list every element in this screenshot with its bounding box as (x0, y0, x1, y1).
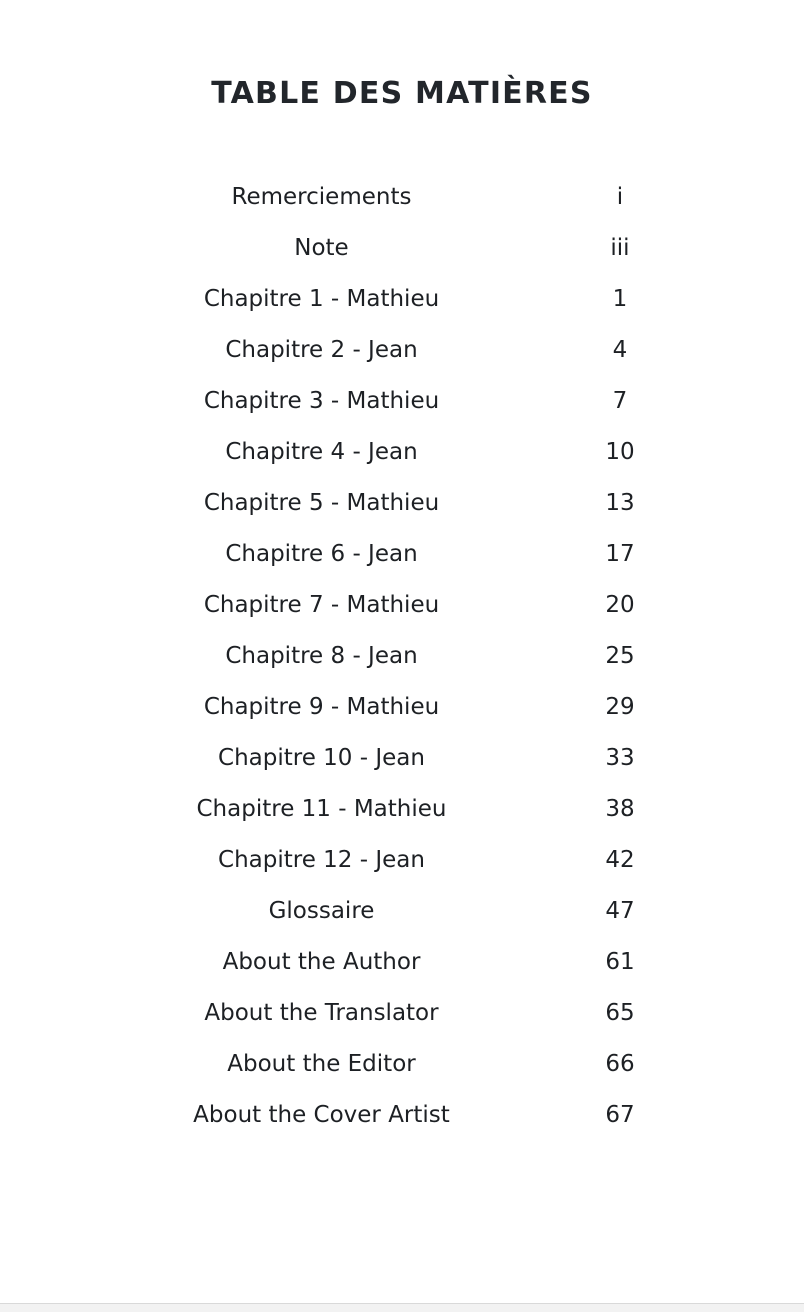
toc-entry-label: Chapitre 4 - Jean (225, 439, 418, 465)
toc-entry-page-number: 7 (612, 388, 628, 414)
toc-entry-label: About the Translator (204, 1000, 439, 1026)
toc-entry-row[interactable] (0, 1039, 804, 1090)
toc-entry-row[interactable] (0, 733, 804, 784)
toc-entry-row[interactable] (0, 529, 804, 580)
toc-entry-page-number: 66 (605, 1051, 635, 1077)
toc-entry-row[interactable] (0, 478, 804, 529)
toc-entry-label: Chapitre 7 - Mathieu (203, 592, 440, 618)
toc-entry-row[interactable] (0, 682, 804, 733)
toc-entry-label: Chapitre 9 - Mathieu (203, 694, 440, 720)
toc-entry-row[interactable] (0, 274, 804, 325)
page-title: TABLE DES MATIÈRES (211, 76, 593, 111)
toc-entry-row[interactable] (0, 835, 804, 886)
table-of-contents-list (0, 172, 804, 1141)
toc-entry-row[interactable] (0, 886, 804, 937)
toc-entry-label: Chapitre 5 - Mathieu (203, 490, 440, 516)
toc-entry-row[interactable] (0, 376, 804, 427)
bottom-status-bar (0, 1303, 804, 1312)
toc-entry-row[interactable] (0, 937, 804, 988)
toc-entry-label: Chapitre 10 - Jean (218, 745, 425, 771)
toc-entry-label: About the Cover Artist (193, 1102, 450, 1128)
toc-entry-page-number: 4 (612, 337, 628, 363)
toc-entry-page-number: 20 (605, 592, 635, 618)
toc-entry-page-number: 1 (612, 286, 628, 312)
toc-entry-row[interactable] (0, 784, 804, 835)
toc-entry-label: Chapitre 1 - Mathieu (203, 286, 440, 312)
toc-entry-page-number: 13 (605, 490, 635, 516)
toc-entry-label: About the Editor (227, 1051, 416, 1077)
toc-entry-page-number: 38 (605, 796, 635, 822)
toc-entry-label: About the Author (222, 949, 421, 975)
toc-entry-row[interactable] (0, 580, 804, 631)
toc-entry-page-number: 67 (605, 1102, 635, 1128)
toc-entry-row[interactable] (0, 172, 804, 223)
toc-entry-page-number: 47 (605, 898, 635, 924)
toc-entry-label: Chapitre 6 - Jean (225, 541, 418, 567)
toc-entry-label: Chapitre 11 - Mathieu (196, 796, 447, 822)
toc-entry-row[interactable] (0, 223, 804, 274)
toc-entry-row[interactable] (0, 1090, 804, 1141)
toc-entry-page-number: 42 (605, 847, 635, 873)
toc-entry-page-number: 17 (605, 541, 635, 567)
toc-entry-label: Remerciements (231, 184, 412, 210)
toc-entry-label: Chapitre 3 - Mathieu (203, 388, 440, 414)
toc-entry-page-number: 25 (605, 643, 635, 669)
toc-entry-label: Glossaire (268, 898, 375, 924)
toc-entry-label: Chapitre 2 - Jean (225, 337, 418, 363)
toc-entry-page-number: iii (610, 235, 630, 261)
toc-entry-label: Chapitre 8 - Jean (225, 643, 418, 669)
toc-entry-page-number: 33 (605, 745, 635, 771)
toc-entry-row[interactable] (0, 427, 804, 478)
toc-entry-label: Chapitre 12 - Jean (218, 847, 425, 873)
toc-entry-page-number: 10 (605, 439, 635, 465)
toc-entry-page-number: 29 (605, 694, 635, 720)
toc-entry-page-number: i (616, 184, 624, 210)
toc-entry-row[interactable] (0, 988, 804, 1039)
toc-entry-page-number: 61 (605, 949, 635, 975)
toc-entry-row[interactable] (0, 631, 804, 682)
toc-entry-row[interactable] (0, 325, 804, 376)
toc-entry-page-number: 65 (605, 1000, 635, 1026)
toc-entry-label: Note (294, 235, 349, 261)
